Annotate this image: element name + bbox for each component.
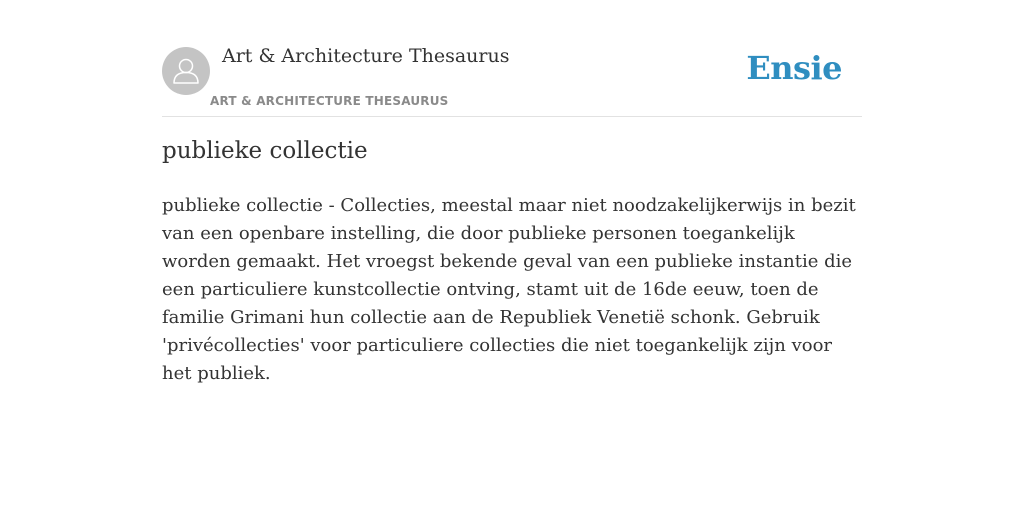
entry-definition: publieke collectie - Collecties, meestal maar niet noodzakelijkerwijs in bezit van een openbare instelling, die door publieke personen toegankelijk worden gemaakt. Het vroegst bekende geval van een publieke instantie die een particuliere kunstcollectie ontving, stamt uit de 16de eeuw, toen de familie Grimani hun collectie aan de Republiek Venetië schonk. Gebruik 'privécollecties' voor particuliere collecties die niet toegankelijk zijn voor het publiek. xyxy=(162,195,856,384)
author-name-link[interactable]: Art & Architecture Thesaurus xyxy=(222,45,510,67)
entry-header xyxy=(162,40,862,117)
person-outline-icon xyxy=(162,47,210,95)
ensie-logo[interactable]: Ensie xyxy=(746,49,842,87)
author-subtitle: ART & ARCHITECTURE THESAURUS xyxy=(210,94,449,108)
user-avatar-icon[interactable] xyxy=(162,47,210,95)
entry-title: publieke collectie xyxy=(162,138,368,164)
